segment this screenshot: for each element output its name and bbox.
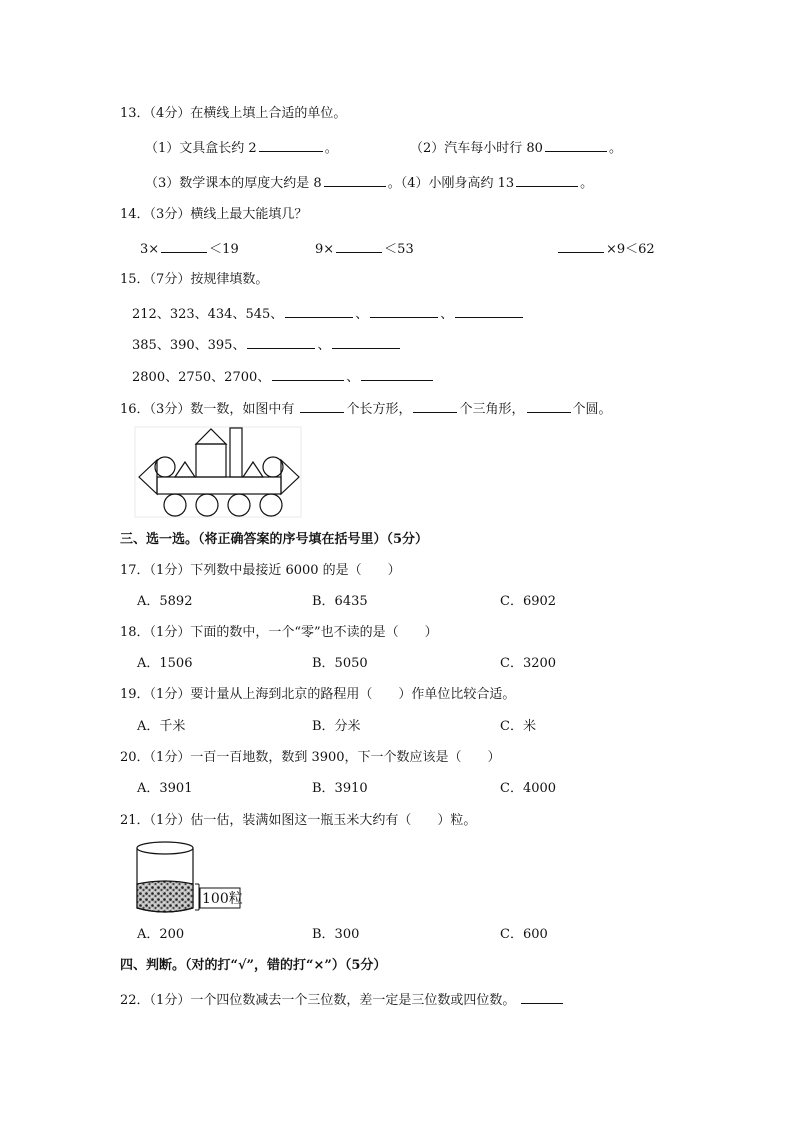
q20-option-b[interactable]: B．3910 bbox=[312, 781, 368, 796]
q16-stem bbox=[120, 398, 612, 419]
q16-blank-tri[interactable] bbox=[413, 398, 457, 413]
q16-stem-a: 16．（3分）数一数，如图中有 bbox=[120, 402, 295, 417]
q22-line bbox=[120, 989, 565, 1010]
q19-option-c[interactable]: C．米 bbox=[500, 719, 536, 734]
q17-option-c[interactable]: C．6902 bbox=[500, 594, 557, 609]
q15-sep: 、 bbox=[355, 307, 369, 322]
q21-option-a[interactable]: A．200 bbox=[137, 927, 185, 942]
q13-blank2[interactable] bbox=[545, 137, 607, 152]
q15-stem: 15．（7分）按规律填数。 bbox=[120, 272, 269, 287]
q14-expr2-right: ＜53 bbox=[384, 242, 414, 257]
q15-row3-seq: 2800、2750、2700、 bbox=[132, 370, 271, 385]
q15-sep: 、 bbox=[317, 338, 331, 353]
q17-option-b[interactable]: B．6435 bbox=[312, 594, 368, 609]
section3-title: 三、选一选。（将正确答案的序号填在括号里）（5分） bbox=[120, 532, 429, 547]
q15-r1-blank3[interactable] bbox=[455, 303, 523, 318]
q13-part1-text: （1）文具盒长约 2 bbox=[145, 141, 257, 156]
shapes-vehicle-figure bbox=[135, 427, 305, 519]
q21-jar-label: 100粒 bbox=[202, 891, 243, 907]
q13-period: 。 bbox=[387, 176, 401, 191]
q14-expr1-left: 3× bbox=[140, 242, 160, 257]
corn-fill bbox=[137, 881, 193, 912]
q13-part3 bbox=[145, 172, 593, 193]
q15-row1-seq: 212、323、434、545、 bbox=[132, 307, 284, 322]
q13-part2 bbox=[410, 137, 622, 158]
q15-row1 bbox=[132, 303, 525, 324]
q20-option-a[interactable]: A．3901 bbox=[137, 781, 193, 796]
q19-option-a[interactable]: A．千米 bbox=[137, 719, 186, 734]
q13-part4-text: （4）小刚身高约 13 bbox=[400, 176, 515, 191]
q14-expr3-right: ×9＜62 bbox=[606, 242, 655, 257]
q14-expr2 bbox=[315, 238, 414, 259]
q14-expr1-right: ＜19 bbox=[209, 242, 239, 257]
q14-blank3[interactable] bbox=[558, 238, 604, 253]
q15-r1-blank2[interactable] bbox=[370, 303, 438, 318]
q16-blank-circle[interactable] bbox=[527, 398, 571, 413]
q18-option-c[interactable]: C．3200 bbox=[500, 656, 557, 671]
q19-stem: 19．（1分）要计量从上海到北京的路程用（ ）作单位比较合适。 bbox=[120, 687, 516, 702]
q14-stem: 14．（3分）横线上最大能填几？ bbox=[120, 207, 308, 222]
q14-blank1[interactable] bbox=[161, 238, 207, 253]
q13-period: 。 bbox=[608, 141, 622, 156]
q19-option-b[interactable]: B．分米 bbox=[312, 719, 361, 734]
q22-answer-blank[interactable] bbox=[521, 989, 563, 1004]
q15-row3 bbox=[132, 366, 435, 387]
q18-stem: 18．（1分）下面的数中，一个“零”也不读的是（ ） bbox=[120, 625, 438, 640]
q13-blank1[interactable] bbox=[259, 137, 323, 152]
q15-r2-blank2[interactable] bbox=[332, 334, 400, 349]
q14-expr1 bbox=[140, 238, 239, 259]
q15-r2-blank1[interactable] bbox=[247, 334, 315, 349]
q20-stem: 20．（1分）一百一百地数，数到 3900，下一个数应该是（ ） bbox=[120, 750, 501, 765]
q16-blank-rect[interactable] bbox=[300, 398, 344, 413]
q13-part2-text: （2）汽车每小时行 80 bbox=[410, 141, 543, 156]
q16-stem-b: 个长方形， bbox=[346, 402, 412, 417]
q17-stem: 17．（1分）下列数中最接近 6000 的是（ ） bbox=[120, 563, 401, 578]
q21-option-c[interactable]: C．600 bbox=[500, 927, 548, 942]
q15-r3-blank2[interactable] bbox=[361, 366, 433, 381]
q15-sep: 、 bbox=[440, 307, 454, 322]
q16-stem-d: 个圆。 bbox=[572, 402, 612, 417]
section4-title: 四、判断。（对的打“√”，错的打“×”）（5分） bbox=[120, 958, 387, 973]
q21-option-b[interactable]: B．300 bbox=[312, 927, 360, 942]
q22-stem: 22．（1分）一个四位数减去一个三位数，差一定是三位数或四位数。 bbox=[120, 993, 516, 1008]
q20-option-c[interactable]: C．4000 bbox=[500, 781, 557, 796]
q13-blank3[interactable] bbox=[324, 172, 386, 187]
q13-period: 。 bbox=[324, 141, 338, 156]
q18-option-b[interactable]: B．5050 bbox=[312, 656, 368, 671]
q15-row2 bbox=[132, 334, 402, 355]
q13-period: 。 bbox=[580, 176, 594, 191]
q14-blank2[interactable] bbox=[336, 238, 382, 253]
q14-expr2-left: 9× bbox=[315, 242, 335, 257]
q13-blank4[interactable] bbox=[516, 172, 578, 187]
q17-option-a[interactable]: A．5892 bbox=[137, 594, 193, 609]
q21-stem: 21．（1分）估一估，装满如图这一瓶玉米大约有（ ）粒。 bbox=[120, 813, 477, 828]
q13-part3-text: （3）数学课本的厚度大约是 8 bbox=[145, 176, 322, 191]
q15-sep: 、 bbox=[346, 370, 360, 385]
q14-expr3 bbox=[556, 238, 655, 259]
q13-stem: 13．（4分）在横线上填上合适的单位。 bbox=[120, 106, 347, 121]
q16-stem-c: 个三角形， bbox=[459, 402, 525, 417]
q15-r3-blank1[interactable] bbox=[272, 366, 344, 381]
q13-part1 bbox=[145, 137, 338, 158]
q15-r1-blank1[interactable] bbox=[285, 303, 353, 318]
jar-mouth bbox=[137, 842, 193, 854]
q18-option-a[interactable]: A．1506 bbox=[137, 656, 193, 671]
q15-row2-seq: 385、390、395、 bbox=[132, 338, 246, 353]
